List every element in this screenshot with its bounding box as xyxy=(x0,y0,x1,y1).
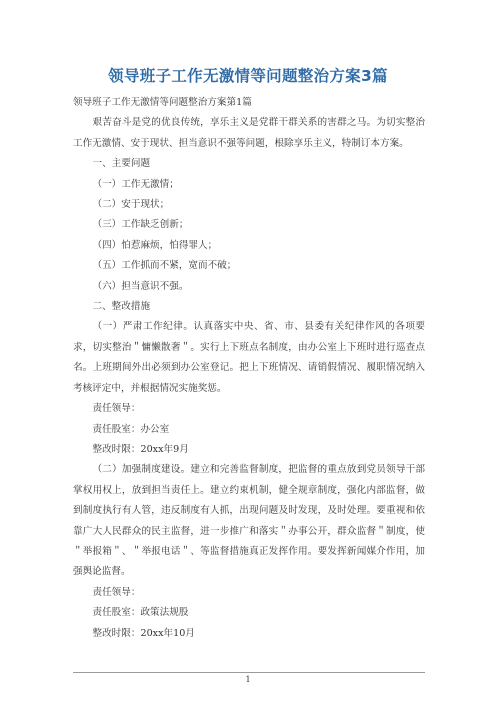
paragraph: （三）工作缺乏创新； xyxy=(92,219,189,231)
document-title: 领导班子工作无激情等问题整治方案3篇 xyxy=(108,67,388,85)
paragraph: 责任领导： xyxy=(92,586,141,598)
paragraph: （二）安于现状； xyxy=(92,199,170,211)
paragraph: 整改时限：20xx年10月 xyxy=(92,627,195,639)
paragraph: 责任股室：政策法规股 xyxy=(92,607,189,619)
paragraph: 艰苦奋斗是党的优良传统，享乐主义是党群干群关系的害群之马。为切实整治工作无激情、安于现状、担当意识不强等问题，根除享乐主义，特制订本方案。 xyxy=(73,117,425,149)
paragraph: 整改时限：20xx年9月 xyxy=(92,443,189,455)
paragraph: （六）担当意识不强。 xyxy=(92,280,189,292)
paragraph: 二、整改措施 xyxy=(92,301,151,313)
paragraph: 责任领导： xyxy=(92,403,141,415)
page-number: 1 xyxy=(245,675,251,684)
paragraph: 领导班子工作无激情等问题整治方案第1篇 xyxy=(73,97,252,108)
footer-divider xyxy=(73,672,425,673)
paragraph: 责任股室：办公室 xyxy=(92,423,170,435)
document-body xyxy=(73,93,425,644)
paragraph: （一）工作无激情； xyxy=(92,178,179,190)
paragraph: 一、主要问题 xyxy=(92,158,151,170)
paragraph: （二）加强制度建设。建立和完善监督制度，把监督的重点放到党员领导干部掌权用权上，放到担当责任上。建立约束机制，健全规章制度，强化内部监督，做到制度执行有人管，违反制度有人抓，出现问题及时发现，及时处理。要重视和依靠广大人民群众的民主监督，进一步推广和落实＂办事公开，群众监督＂制度，使＂举报箱＂、＂举报电话＂、等监督措施真正发挥作用。要发挥新闻媒介作用，加强舆论监督。 xyxy=(73,464,425,578)
paragraph: （一）严肃工作纪律。认真落实中央、省、市、县委有关纪律作风的各项要求，切实整治＂慵懒散奢＂。实行上下班点名制度，由办公室上下班时进行巡查点名。上班期间外出必须到办公室登记。把上下班情况、请销假情况、履职情况纳入考核评定中，并根据情况实施奖惩。 xyxy=(73,321,425,394)
paragraph: （四）怕惹麻烦，怕得罪人； xyxy=(92,239,218,251)
paragraph: （五）工作抓而不紧，宽而不破； xyxy=(92,260,237,272)
